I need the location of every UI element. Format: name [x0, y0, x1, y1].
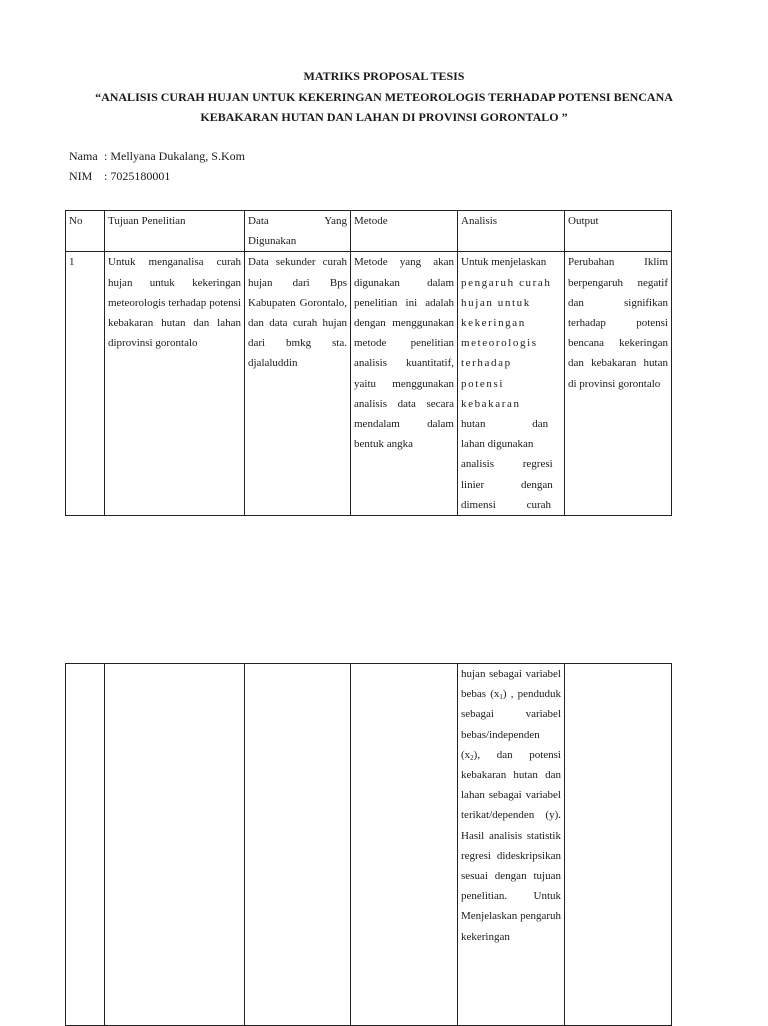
header-output: Output [565, 211, 672, 252]
analisis-line: potensi [461, 377, 504, 390]
analisis-line: kekeringan [461, 317, 526, 330]
cell-metode: Metode yang akan digunakan dalam penelitian ini adalah dengan menggunakan metode penelitian analisis kuantitatif, yaitu menggunakan analisis data secara mendalam dalam bentuk angka [351, 252, 458, 516]
name-value: : Mellyana Dukalang, S.Kom [104, 149, 245, 163]
analisis-continued-text-3: ), dan potensi kebakaran hutan dan lahan sebagai variabel terikat/dependen (y). Hasil analisis statistik regresi dideskripsikan sesuai dengan tujuan penelitian. Untuk Menjelaskan pengaruh kekeringan [461, 748, 561, 943]
cell-metode-empty [351, 664, 458, 1026]
proposal-matrix-table [65, 210, 672, 516]
cell-data: Data sekunder curah hujan dari Bps Kabupaten Gorontalo, dan data curah hujan dari bmkg sta. djalaluddin [245, 252, 351, 516]
analisis-line: analisis regresi [461, 458, 553, 471]
nim-label: NIM [69, 169, 93, 183]
table-row [66, 252, 672, 516]
doc-subtitle-line-1: “ANALISIS CURAH HUJAN UNTUK KEKERINGAN METEOROLOGIS TERHADAP POTENSI BENCANA [95, 90, 673, 104]
cell-output-empty [565, 664, 672, 1026]
cell-tujuan-empty [105, 664, 245, 1026]
student-nim [69, 167, 170, 185]
header-no: No [66, 211, 105, 252]
cell-tujuan: Untuk menganalisa curah hujan untuk kekeringan meteorologis terhadap potensi kebakaran hutan dan lahan diprovinsi gorontalo [105, 252, 245, 516]
analisis-line: linier dengan [461, 478, 553, 491]
analisis-line: kebakaran [461, 397, 521, 410]
header-data-word-3: Digunakan [248, 235, 297, 248]
analisis-text: Untuk menjelaskan [461, 256, 547, 269]
analisis-line: hutan dan [461, 418, 549, 431]
analisis-line: dimensi curah [461, 498, 552, 511]
analisis-line: pengaruh curah [461, 276, 552, 289]
analisis-line [461, 252, 561, 272]
cell-data-empty [245, 664, 351, 1026]
proposal-matrix-table-continued [65, 663, 672, 1026]
analisis-continued-text-2: ) , penduduk sebagai variabel bebas/independen (x [461, 688, 561, 761]
student-name [69, 147, 245, 165]
header-data-word-1: Data [248, 215, 269, 227]
subscript-2: 2 [470, 753, 474, 762]
analisis-line: hujan untuk [461, 296, 531, 309]
table-header-row [66, 211, 672, 252]
cell-analisis [458, 252, 565, 516]
analisis-continued-text-1: hujan sebagai variabel bebas (x [461, 668, 561, 701]
cell-analisis-continued [458, 664, 565, 1026]
cell-output: Perubahan Iklim berpengaruh negatif dan signifikan terhadap potensi bencana kekeringan dan kebakaran hutan di provinsi gorontalo [565, 252, 672, 516]
table-row [66, 664, 672, 1026]
name-label: Nama [69, 149, 98, 163]
subscript-1: 1 [499, 693, 503, 702]
header-analisis: Analisis [458, 211, 565, 252]
header-data-word-2: Yang [324, 215, 347, 227]
cell-no: 1 [66, 252, 105, 516]
doc-title: MATRIKS PROPOSAL TESIS [303, 69, 465, 83]
analisis-line: terhadap [461, 357, 512, 370]
cell-no-empty [66, 664, 105, 1026]
header-tujuan: Tujuan Penelitian [105, 211, 245, 252]
analisis-line: lahan digunakan [461, 438, 534, 451]
nim-value: : 7025180001 [104, 169, 171, 183]
header-data [245, 211, 351, 252]
analisis-line: meteorologis [461, 337, 538, 350]
header-metode: Metode [351, 211, 458, 252]
doc-subtitle-line-2: KEBAKARAN HUTAN DAN LAHAN DI PROVINSI GORONTALO ” [200, 110, 568, 124]
